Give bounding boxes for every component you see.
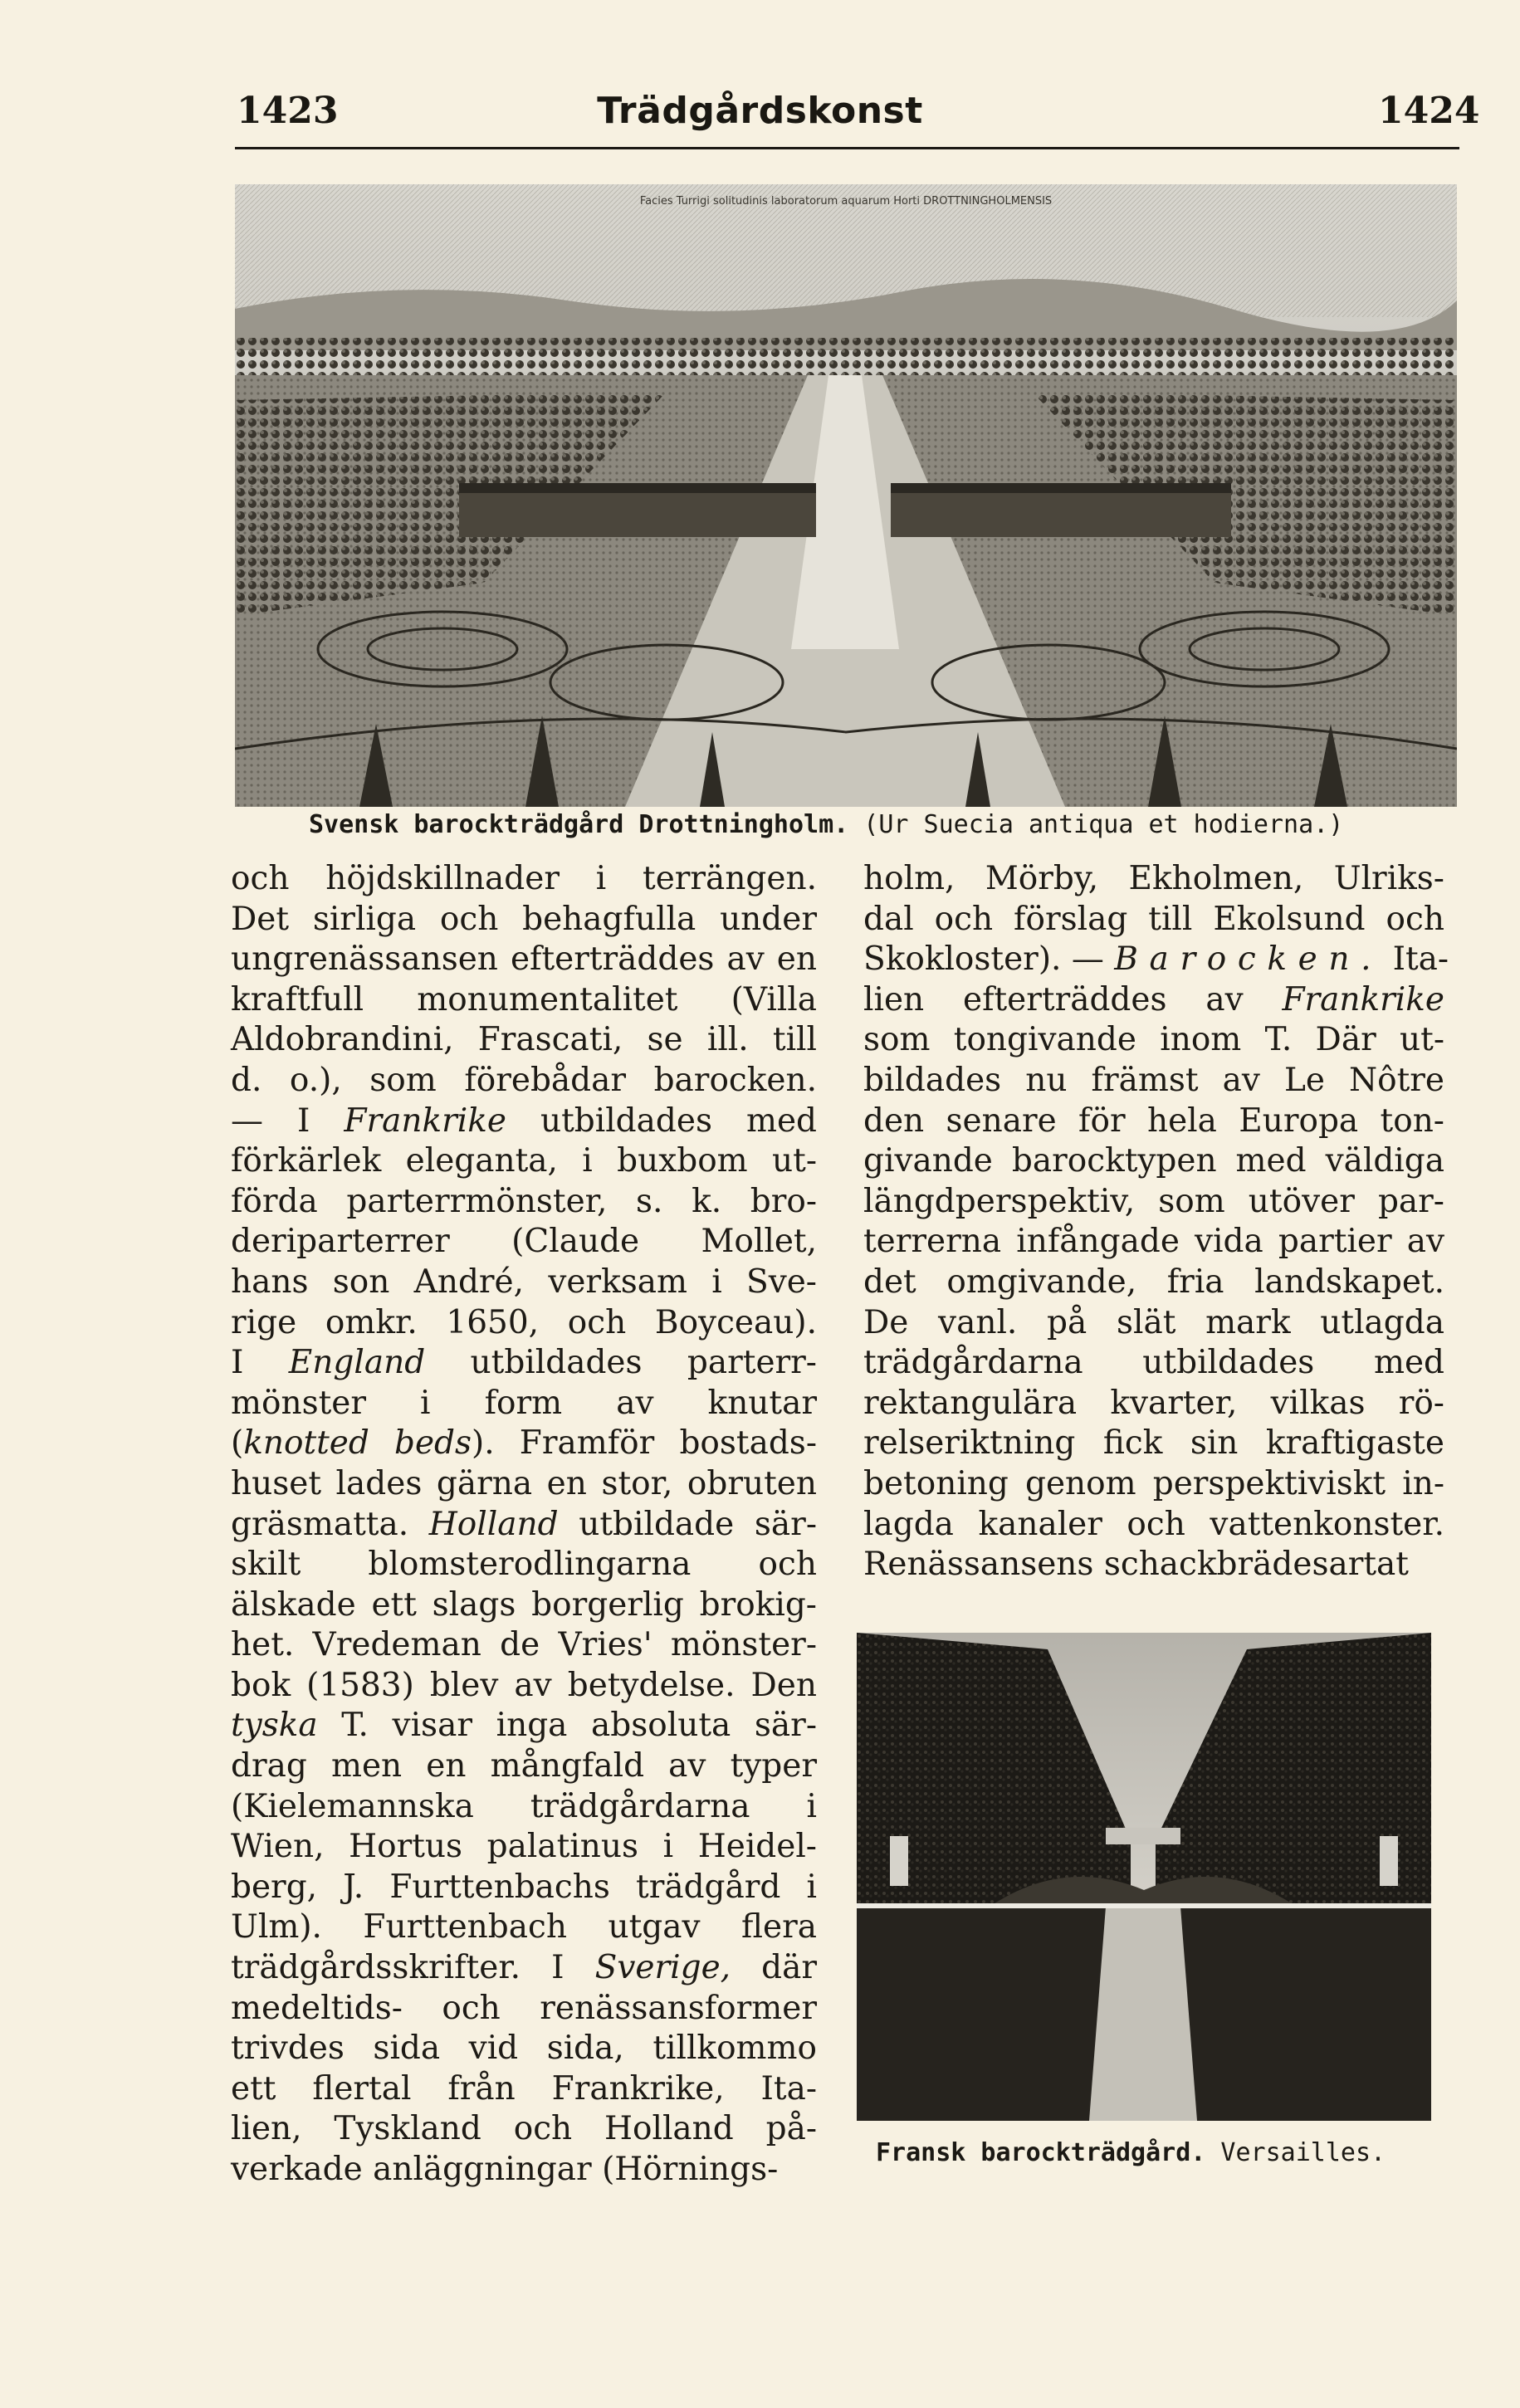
text-run: mönster i form av knutar bbox=[231, 1384, 817, 1422]
text-line bbox=[231, 1625, 817, 1666]
text-line bbox=[863, 1424, 1444, 1464]
text-line bbox=[231, 1222, 817, 1263]
text-run: givande barocktypen med väldiga bbox=[863, 1142, 1444, 1180]
text-run: Ulm). Furttenbach utgav flera bbox=[231, 1908, 817, 1946]
text-run: drag men en mångfald av typer bbox=[231, 1747, 817, 1785]
text-run: utbildades med bbox=[506, 1101, 817, 1140]
engraving-title: Facies Turrigi solitudinis laboratorum aquarum Horti DROTTNINGHOLMENSIS bbox=[639, 195, 1053, 208]
text-run: den senare för hela Europa ton- bbox=[863, 1101, 1444, 1140]
text-run: Aldobrandini, Frascati, se ill. till bbox=[231, 1021, 817, 1059]
italic-run: England bbox=[288, 1344, 426, 1382]
text-run: (Kielemannska trädgårdarna i bbox=[231, 1787, 817, 1825]
text-run: lien efterträddes av bbox=[863, 980, 1283, 1018]
text-line bbox=[231, 1585, 817, 1626]
page-number-right: 1424 bbox=[1378, 90, 1480, 132]
right-figure-caption bbox=[876, 2138, 1386, 2167]
text-run: utbildades parterr- bbox=[425, 1344, 817, 1382]
text-line bbox=[231, 1061, 817, 1101]
text-run: medeltids- och renässansformer bbox=[231, 1989, 817, 2027]
text-line bbox=[231, 1263, 817, 1303]
text-run: och höjdskillnader i terrängen. bbox=[231, 860, 817, 897]
drottningholm-engraving bbox=[235, 184, 1457, 807]
italic-run: Frankrike bbox=[344, 1101, 506, 1140]
text-line bbox=[231, 1384, 817, 1424]
text-run: det omgivande, fria landskapet. bbox=[863, 1263, 1444, 1301]
text-run: Skokloster). — bbox=[863, 940, 1115, 979]
text-run: relseriktning fick sin kraftigaste bbox=[863, 1424, 1444, 1463]
text-line bbox=[231, 1343, 817, 1384]
versailles-photo bbox=[857, 1633, 1431, 2121]
text-line bbox=[231, 900, 817, 940]
text-line bbox=[231, 1787, 817, 1828]
text-run: trädgårdsskrifter. I bbox=[231, 1949, 595, 1987]
text-line bbox=[231, 1303, 817, 1344]
header-rule bbox=[235, 147, 1459, 149]
text-line bbox=[231, 1948, 817, 1989]
text-run: ett flertal från Frankrike, Ita- bbox=[231, 2069, 817, 2108]
text-run: bildades nu främst av Le Nôtre bbox=[863, 1061, 1444, 1099]
text-line bbox=[231, 1666, 817, 1707]
text-run: — I bbox=[231, 1101, 345, 1140]
text-run: trivdes sida vid sida, tillkommo bbox=[231, 2029, 817, 2068]
text-run: som tongivande inom T. Där ut- bbox=[863, 1021, 1444, 1059]
top-figure-caption bbox=[309, 810, 1343, 839]
text-run: bok (1583) blev av betydelse. Den bbox=[231, 1666, 817, 1704]
text-line bbox=[231, 1101, 817, 1142]
text-run: het. Vredeman de Vries' mönster- bbox=[231, 1626, 817, 1664]
page-number-left: 1423 bbox=[237, 90, 339, 132]
text-run: förkärlek eleganta, i buxbom ut- bbox=[231, 1142, 817, 1180]
text-line bbox=[863, 1101, 1444, 1142]
text-line bbox=[231, 2029, 817, 2069]
text-run: rige omkr. 1650, och Boyceau). bbox=[231, 1303, 817, 1341]
text-run: utbildade sär- bbox=[558, 1505, 817, 1543]
text-run: Ita- bbox=[1382, 940, 1449, 979]
text-run: där bbox=[731, 1949, 817, 1987]
text-run: lien, Tyskland och Holland på- bbox=[231, 2110, 817, 2148]
text-line bbox=[863, 1182, 1444, 1223]
text-run: lagda kanaler och vattenkonster. bbox=[863, 1505, 1444, 1543]
text-line bbox=[863, 1343, 1444, 1384]
text-run: förda parterrmönster, s. k. bro- bbox=[231, 1182, 817, 1220]
text-line bbox=[231, 2150, 817, 2191]
text-run: berg, J. Furttenbachs trädgård i bbox=[231, 1868, 817, 1906]
text-run: I bbox=[231, 1344, 289, 1382]
text-line bbox=[231, 1182, 817, 1223]
running-title: Trädgårdskonst bbox=[597, 90, 923, 132]
top-caption-source: (Ur Suecia antiqua et hodierna.) bbox=[863, 810, 1344, 839]
text-run: älskade ett slags borgerlig brokig- bbox=[231, 1585, 817, 1624]
text-run: huset lades gärna en stor, obruten bbox=[231, 1464, 817, 1502]
text-line bbox=[863, 1222, 1444, 1263]
text-run: verkade anläggningar (Hörnings- bbox=[231, 2151, 779, 2188]
text-line bbox=[231, 1464, 817, 1505]
text-line bbox=[863, 1384, 1444, 1424]
text-line bbox=[863, 1141, 1444, 1182]
text-run: terrerna infångade vida partier av bbox=[863, 1223, 1444, 1261]
text-line bbox=[231, 1989, 817, 2029]
italic-run: Sverige, bbox=[594, 1949, 731, 1987]
text-run: dal och förslag till Ekolsund och bbox=[863, 900, 1444, 938]
text-line bbox=[231, 980, 817, 1021]
text-line bbox=[231, 1424, 817, 1464]
italic-run: tyska bbox=[231, 1707, 318, 1745]
text-line bbox=[863, 1545, 1444, 1585]
text-run: trädgårdarna utbildades med bbox=[863, 1344, 1444, 1382]
text-line bbox=[863, 1061, 1444, 1101]
spaced-italic-run: Barocken. bbox=[1114, 940, 1383, 979]
text-run: Det sirliga och behagfulla under bbox=[231, 900, 817, 938]
text-run: holm, Mörby, Ekholmen, Ulriks- bbox=[863, 860, 1444, 897]
text-run: rektangulära kvarter, vilkas rö- bbox=[863, 1384, 1444, 1422]
text-run: kraftfull monumentalitet (Villa bbox=[231, 980, 817, 1018]
text-run: betoning genom perspektiviskt in- bbox=[863, 1464, 1444, 1502]
text-run: d. o.), som förebådar barocken. bbox=[231, 1061, 817, 1099]
text-run: T. visar inga absoluta sär- bbox=[317, 1707, 817, 1745]
text-line bbox=[863, 900, 1444, 940]
text-line bbox=[863, 1505, 1444, 1546]
text-line bbox=[231, 1827, 817, 1868]
right-text-column bbox=[863, 859, 1449, 1585]
text-run: Wien, Hortus palatinus i Heidel- bbox=[231, 1828, 817, 1866]
text-line bbox=[231, 2109, 817, 2150]
left-text-column bbox=[231, 859, 817, 2191]
text-line bbox=[231, 1746, 817, 1787]
italic-run: knotted beds bbox=[243, 1424, 472, 1463]
text-line bbox=[231, 1907, 817, 1948]
right-caption-place: Versailles. bbox=[1220, 2138, 1386, 2167]
italic-run: Holland bbox=[428, 1505, 559, 1543]
text-run: De vanl. på slät mark utlagda bbox=[863, 1303, 1444, 1341]
text-line bbox=[231, 1141, 817, 1182]
text-line bbox=[231, 2069, 817, 2110]
text-run: deriparterrer (Claude Mollet, bbox=[231, 1223, 817, 1261]
text-line bbox=[863, 1020, 1444, 1061]
text-run: gräsmatta. bbox=[231, 1505, 429, 1543]
text-run: ungrenässansen efterträddes av en bbox=[231, 940, 817, 979]
right-caption-bold: Fransk barockträdgård. bbox=[876, 2138, 1206, 2167]
text-run: hans son André, verksam i Sve- bbox=[231, 1263, 817, 1301]
text-line bbox=[231, 859, 817, 900]
text-run: skilt blomsterodlingarna och bbox=[231, 1546, 817, 1584]
text-line bbox=[863, 1303, 1444, 1344]
text-line bbox=[231, 1020, 817, 1061]
top-caption-bold: Svensk barockträdgård Drottningholm. bbox=[309, 810, 849, 839]
text-line bbox=[231, 1868, 817, 1908]
text-line bbox=[863, 859, 1444, 900]
text-run: ( bbox=[231, 1424, 244, 1463]
text-line bbox=[863, 980, 1444, 1021]
text-run: ). Framför bostads- bbox=[472, 1424, 817, 1463]
text-line bbox=[231, 1706, 817, 1746]
text-line bbox=[231, 1545, 817, 1585]
text-line bbox=[863, 940, 1449, 980]
text-run: Renässansens schackbrädesartat bbox=[863, 1546, 1409, 1584]
italic-run: Frankrike bbox=[1282, 980, 1444, 1018]
text-run: längdperspektiv, som utöver par- bbox=[863, 1182, 1444, 1220]
text-line bbox=[231, 1505, 817, 1546]
text-line bbox=[863, 1263, 1444, 1303]
text-line bbox=[231, 940, 817, 980]
text-line bbox=[863, 1464, 1444, 1505]
